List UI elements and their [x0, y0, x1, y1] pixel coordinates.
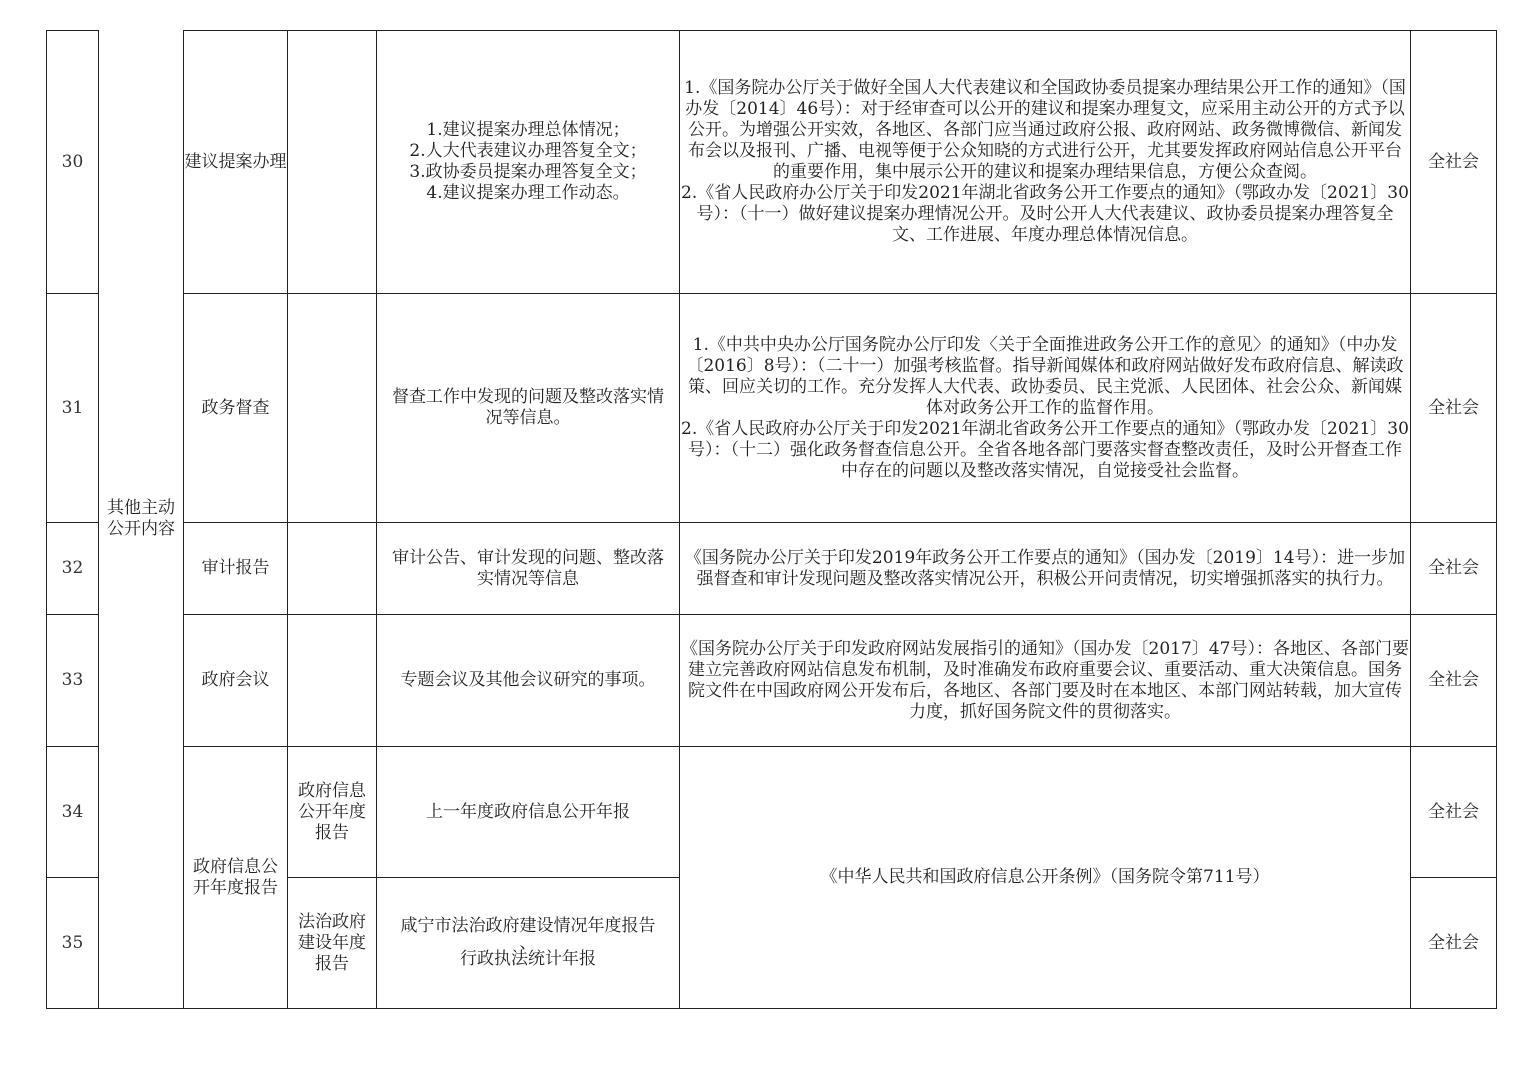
scope-cell: 全社会: [1411, 878, 1497, 1009]
category-cell: 其他主动公开内容: [99, 31, 184, 1009]
content-line: 3.政协委员提案办理答复全文；: [409, 162, 647, 182]
scope-cell: 全社会: [1411, 31, 1497, 294]
content-cell: 专题会议及其他会议研究的事项。: [377, 615, 680, 747]
content-cell: [377, 878, 680, 1009]
table-row: [47, 615, 1497, 747]
content-line: 2.人大代表建议办理答复全文；: [409, 141, 647, 161]
content-cell: 审计公告、审计发现的问题、整改落实情况等信息: [377, 523, 680, 615]
row-number: 34: [47, 747, 99, 878]
sub-item-cell: [288, 615, 377, 747]
item-cell: 政府会议: [184, 615, 288, 747]
basis-cell: 《中华人民共和国政府信息公开条例》（国务院令第711号）: [680, 747, 1411, 1009]
row-number: 30: [47, 31, 99, 294]
sub-item-cell: [288, 31, 377, 294]
basis-cell: 《国务院办公厅关于印发2019年政务公开工作要点的通知》（国办发〔2019〕14号）：进一步加强督查和审计发现问题及整改落实情况公开，积极公开问责情况，切实增强抓落实的执行力。: [680, 523, 1411, 615]
content-cell: 督查工作中发现的问题及整改落实情况等信息。: [377, 294, 680, 523]
sub-item-cell: 法治政府建设年度报告: [288, 878, 377, 1009]
row-number: 31: [47, 294, 99, 523]
content-line: 咸宁市法治政府建设情况年度报告: [400, 916, 656, 936]
table-row: [47, 31, 1497, 294]
row-number: 32: [47, 523, 99, 615]
scope-cell: 全社会: [1411, 523, 1497, 615]
sub-item-cell: 政府信息公开年度报告: [288, 747, 377, 878]
basis-cell: 《国务院办公厅关于印发政府网站发展指引的通知》（国办发〔2017〕47号）：各地区、各部门要建立完善政府网站信息发布机制，及时准确发布政府重要会议、重要活动、重大决策信息。国务院文件在中国政府网公开发布后，各地区、各部门要及时在本地区、本部门网站转载，加大宣传力度，抓好国务院文件的贯彻落实。: [680, 615, 1411, 747]
row-number: 35: [47, 878, 99, 1009]
table-row: [47, 747, 1497, 878]
item-cell: 审计报告: [184, 523, 288, 615]
content-line: 4.建议提案办理工作动态。: [426, 183, 630, 203]
item-cell: 政务督查: [184, 294, 288, 523]
sub-item-cell: [288, 523, 377, 615]
basis-cell: 1.《中共中央办公厅国务院办公厅印发〈关于全面推进政务公开工作的意见〉的通知》（中办发〔2016〕8号）：（二十一）加强考核监督。指导新闻媒体和政府网站做好发布政府信息、解读政策、回应关切的工作。充分发挥人大代表、政协委员、民主党派、人民团体、社会公众、新闻媒体对政务公开工作的监督作用。 2.《省人民政府办公厅关于印发2021年湖北省政务公开工作要点的通知》（鄂政办发〔2021〕30号）：（十二）强化政务督查信息公开。全省各地各部门要落实督查整改责任，及时公开督查工作中存在的问题以及整改落实情况，自觉接受社会监督。: [680, 294, 1411, 523]
disclosure-table: [46, 30, 1497, 1009]
item-cell: 政府信息公开年度报告: [184, 747, 288, 1009]
content-cell: 上一年度政府信息公开年报: [377, 747, 680, 878]
scope-cell: 全社会: [1411, 294, 1497, 523]
scope-cell: 全社会: [1411, 615, 1497, 747]
content-line: 、: [519, 933, 537, 953]
content-cell: [377, 31, 680, 294]
basis-cell: 1.《国务院办公厅关于做好全国人大代表建议和全国政协委员提案办理结果公开工作的通知》（国办发〔2014〕46号）：对于经审查可以公开的建议和提案办理复文，应采用主动公开的方式予以公开。为增强公开实效，各地区、各部门应当通过政府公报、政府网站、政务微博微信、新闻发布会以及报刊、广播、电视等便于公众知晓的方式进行公开，尤其要发挥政府网站信息公开平台的重要作用，集中展示公开的建议和提案办理结果信息，方便公众查阅。 2.《省人民政府办公厅关于印发2021年湖北省政务公开工作要点的通知》（鄂政办发〔2021〕30号）：（十一）做好建议提案办理情况公开。及时公开人大代表建议、政协委员提案办理答复全文、工作进展、年度办理总体情况信息。: [680, 31, 1411, 294]
scope-cell: 全社会: [1411, 747, 1497, 878]
content-line: 1.建议提案办理总体情况；: [426, 120, 630, 140]
row-number: 33: [47, 615, 99, 747]
content-line: 行政执法统计年报: [460, 949, 596, 969]
table-row: [47, 294, 1497, 523]
item-cell: 建议提案办理: [184, 31, 288, 294]
table-row: [47, 523, 1497, 615]
sub-item-cell: [288, 294, 377, 523]
